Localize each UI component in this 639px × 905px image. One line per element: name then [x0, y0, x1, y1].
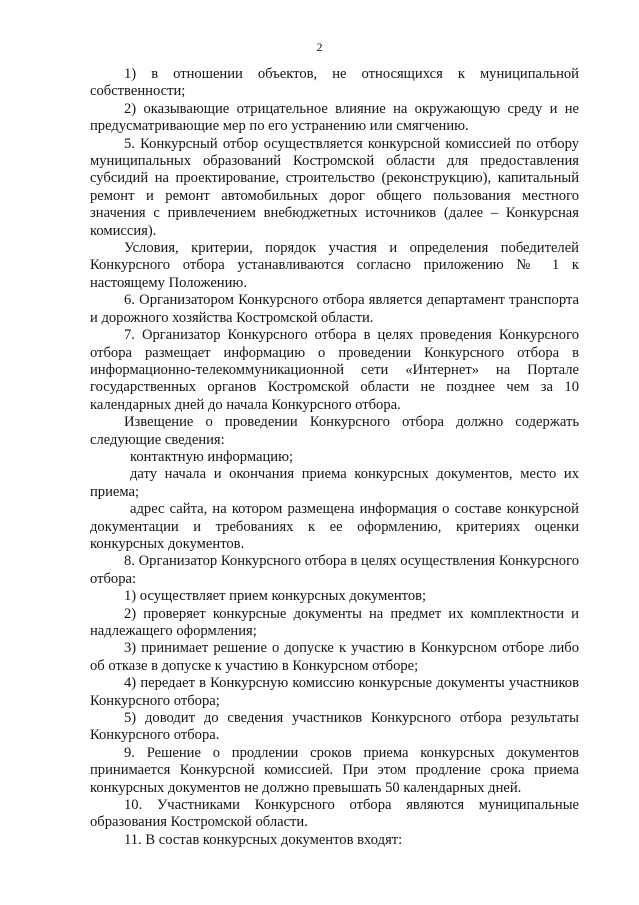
- paragraph-18: 10. Участниками Конкурсного отбора являются муниципальные образования Костромской области.: [90, 797, 579, 831]
- paragraph-5: 6. Организатором Конкурсного отбора является департамент транспорта и дорожного хозяйства Костромской области.: [90, 292, 579, 326]
- page-number: 2: [316, 40, 323, 54]
- paragraph-2: 2) оказывающие отрицательное влияние на окружающую среду и не предусматривающие мер по его устранению или смягчению.: [90, 100, 579, 135]
- paragraph-12: 1) осуществляет прием конкурсных документов;: [124, 588, 427, 605]
- paragraph-14: 3) принимает решение о допуске к участию в Конкурсном отборе либо об отказе в допуске к участию в Конкурсном отборе;: [90, 640, 579, 674]
- paragraph-9: дату начала и окончания приема конкурсных документов, место их приема;: [90, 466, 579, 500]
- paragraph-15: 4) передает в Конкурсную комиссию конкурсные документы участников Конкурсного отбора;: [90, 675, 579, 709]
- paragraph-11: 8. Организатор Конкурсного отбора в целях осуществления Конкурсного отбора:: [90, 553, 579, 587]
- document-body: [90, 66, 579, 849]
- paragraph-16: 5) доводит до сведения участников Конкурсного отбора результаты Конкурсного отбора.: [90, 710, 579, 744]
- paragraph-3: 5. Конкурсный отбор осуществляется конкурсной комиссией по отбору муниципальных образований Костромской области для предоставления субсидий на проектирование, строительство (реконструкцию), капитальный ремонт и ремонт автомобильных дорог общего пользования местного значения с привлечением внебюджетных источников (далее – Конкурсная комиссия).: [90, 135, 579, 239]
- paragraph-7: Извещение о проведении Конкурсного отбора должно содержать следующие сведения:: [90, 414, 579, 448]
- paragraph-10: адрес сайта, на котором размещена информация о составе конкурсной документации и требованиях к ее оформлению, критериях оценки конкурсных документов.: [90, 501, 579, 552]
- paragraph-17: 9. Решение о продлении сроков приема конкурсных документов принимается Конкурсной комиссией. При этом продление срока приема конкурсных документов не должно превышать 50 календарных дней.: [90, 744, 579, 796]
- paragraph-13: 2) проверяет конкурсные документы на предмет их комплектности и надлежащего оформления;: [90, 605, 579, 639]
- paragraph-4: Условия, критерии, порядок участия и определения победителей Конкурсного отбора устанавливаются согласно приложению № 1 к настоящему Положению.: [90, 240, 579, 291]
- paragraph-8: контактную информацию;: [130, 448, 294, 465]
- paragraph-6: 7. Организатор Конкурсного отбора в целях проведения Конкурсного отбора размещает информацию о проведении Конкурсного отбора в информационно-телекоммуникационной сети «Интернет» на Портале государственных органов Костромской области не позднее чем за 10 календарных дней до начала Конкурсного отбора.: [90, 327, 579, 413]
- paragraph-19: 11. В состав конкурсных документов входят:: [124, 831, 403, 848]
- paragraph-1: 1) в отношении объектов, не относящихся к муниципальной собственности;: [90, 66, 579, 100]
